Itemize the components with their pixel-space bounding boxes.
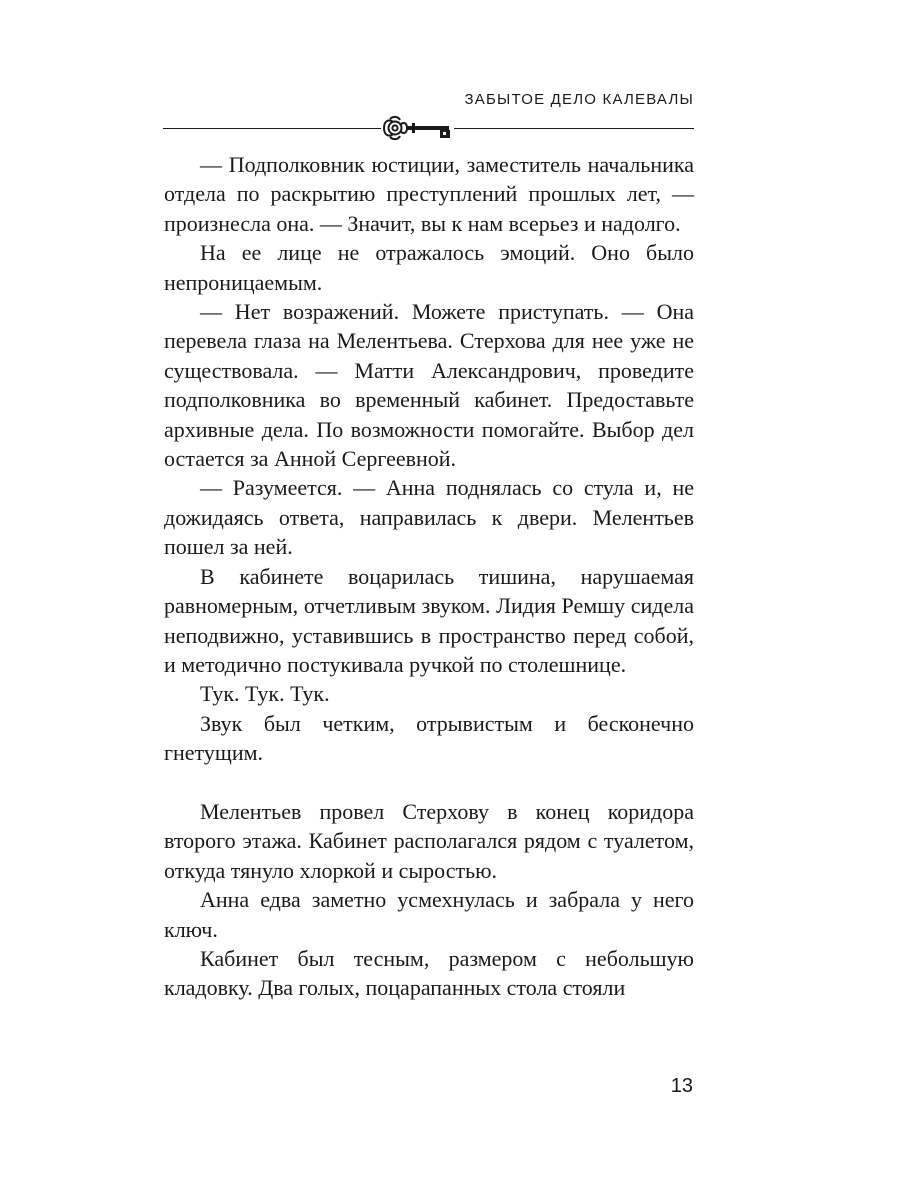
header-rule-right bbox=[454, 128, 694, 129]
paragraph: — Разумеется. — Анна поднялась со стула и, не дожидаясь ответа, направилась к двери. Мелентьев пошел за ней. bbox=[164, 475, 694, 560]
page-number: 13 bbox=[670, 1075, 693, 1097]
paragraph: Мелентьев провел Стерхову в конец коридора второго этажа. Кабинет располагался рядом с туалетом, откуда тянуло хлоркой и сыростью. bbox=[164, 798, 694, 883]
running-head: ЗАБЫТОЕ ДЕЛО КАЛЕВАЛЫ bbox=[464, 91, 694, 108]
paragraph: Звук был четким, отрывистым и бесконечно гнетущим. bbox=[164, 710, 694, 766]
paragraph: На ее лице не отражалось эмоций. Оно было непроницаемым. bbox=[164, 240, 694, 295]
paragraph: Кабинет был тесным, размером с небольшую кладовку. Два голых, поцарапанных стола стояли bbox=[164, 945, 694, 1001]
paragraph: Тук. Тук. Тук. bbox=[200, 681, 330, 707]
paragraph: В кабинете воцарилась тишина, нарушаемая равномерным, отчетливым звуком. Лидия Ремшу сидела неподвижно, уставившись в пространство перед собой, и методично постукивала ручкой по столешнице. bbox=[164, 563, 694, 677]
header-rule-left bbox=[163, 128, 381, 129]
skeleton-key-icon bbox=[381, 114, 455, 142]
paragraph: Анна едва заметно усмехнулась и забрала у него ключ. bbox=[164, 887, 694, 942]
paragraph: — Подполковник юстиции, заместитель начальника отдела по раскрытию преступлений прошлых лет, — произнесла она. — Значит, вы к нам всерьез и надолго. bbox=[164, 152, 694, 236]
body-text bbox=[164, 150, 694, 1003]
paragraph: — Нет возражений. Можете приступать. — Она перевела глаза на Мелентьева. Стерхова для нее уже не существовала. — Матти Александрович, проведите подполковника во временный кабинет. Предоставьте архивные дела. По возможности помогайте. Выбор дел остается за Анной Сергеевной. bbox=[164, 299, 694, 472]
